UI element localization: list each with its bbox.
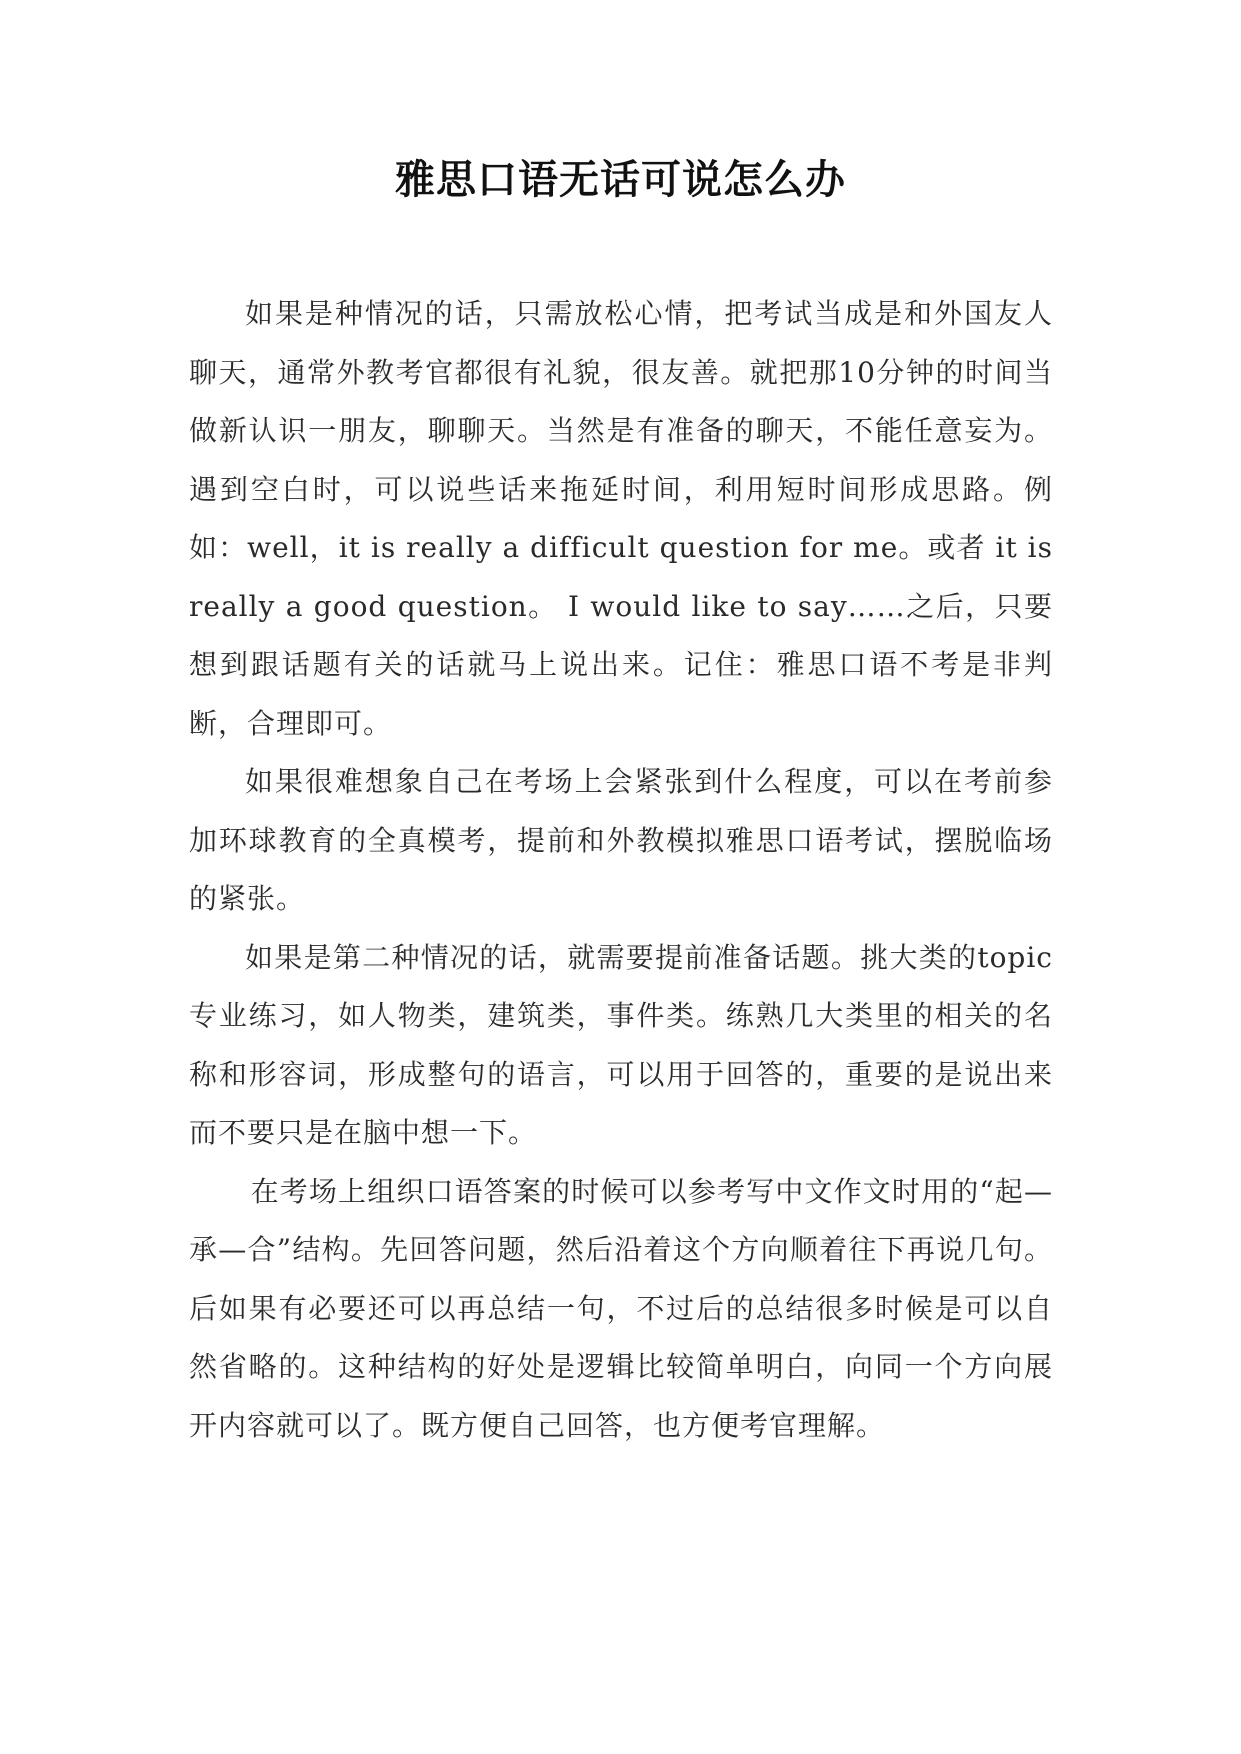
document-title: 雅思口语无话可说怎么办 bbox=[395, 157, 846, 203]
paragraph-2: 如果很难想象自己在考场上会紧张到什么程度，可以在考前参加环球教育的全真模考，提前和外教模拟雅思口语考试，摆脱临场的紧张。 bbox=[189, 765, 1053, 915]
document-body bbox=[189, 285, 1053, 1455]
paragraph-1: 如果是种情况的话，只需放松心情，把考试当成是和外国友人聊天，通常外教考官都很有礼貌，很友善。就把那10分钟的时间当做新认识一朋友，聊聊天。当然是有准备的聊天，不能任意妄为。遇到空白时，可以说些话来拖延时间，利用短时间形成思路。例如：well，it is really a difficult question for me。或者 it is really a good question。 I would like to say……之后，只要想到跟话题有关的话就马上说出来。记住：雅思口语不考是非判断，合理即可。 bbox=[189, 297, 1053, 740]
paragraph-3: 如果是第二种情况的话，就需要提前准备话题。挑大类的topic专业练习，如人物类，建筑类，事件类。练熟几大类里的相关的名称和形容词，形成整句的语言，可以用于回答的，重要的是说出来而不要只是在脑中想一下。 bbox=[189, 940, 1053, 1149]
paragraph-4: 在考场上组织口语答案的时候可以参考写中文作文时用的“起—承—合”结构。先回答问题，然后沿着这个方向顺着往下再说几句。后如果有必要还可以再总结一句，不过后的总结很多时候是可以自然省略的。这种结构的好处是逻辑比较简单明白，向同一个方向展开内容就可以了。既方便自己回答，也方便考官理解。 bbox=[189, 1174, 1053, 1442]
